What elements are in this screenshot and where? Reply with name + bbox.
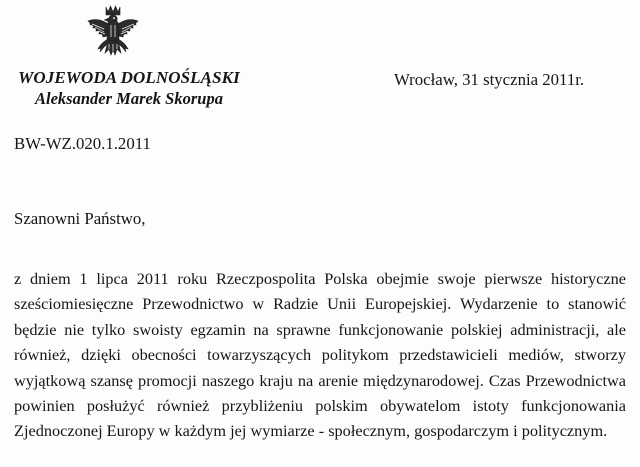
paragraph-line: Zjednoczonej Europy w każdym jej wymiarze - społecznym, gospodarczym i politycznym. [14,421,608,441]
paragraph-line: powinien posłużyć również przybliżeniu polskim obywatelom istoty funkcjonowania [14,395,626,415]
salutation: Szanowni Państwo, [14,209,146,228]
polish-white-eagle-emblem-icon [84,3,142,65]
paragraph-line: z dniem 1 lipca 2011 roku Rzeczpospolita Polska obejmie swoje pierwsze historyczne [14,269,626,288]
paragraph-line: będzie nie tylko swoisty egzamin na sprawne funkcjonowanie polskiej administracji, ale [14,319,626,339]
paragraph-line: również, dzięki obecności towarzyszących politykom przedstawicieli mediów, stworzy [14,345,626,365]
office-title: WOJEWODA DOLNOŚLĄSKI [18,68,240,87]
paragraph-line: wyjątkową szansę promocji naszego kraju na arenie międzynarodowej. Czas Przewodnictwa [14,370,626,390]
letter-body-paragraph [14,266,626,444]
paragraph-line: sześciomiesięczne Przewodnictwo w Radzie Unii Europejskiej. Wydarzenie to stanowić [14,294,626,314]
document-reference-number: BW-WZ.020.1.2011 [14,134,151,153]
issuer-block [14,67,244,109]
person-name: Aleksander Marek Skorupa [35,89,223,108]
place-and-date: Wrocław, 31 stycznia 2011r. [394,70,585,89]
